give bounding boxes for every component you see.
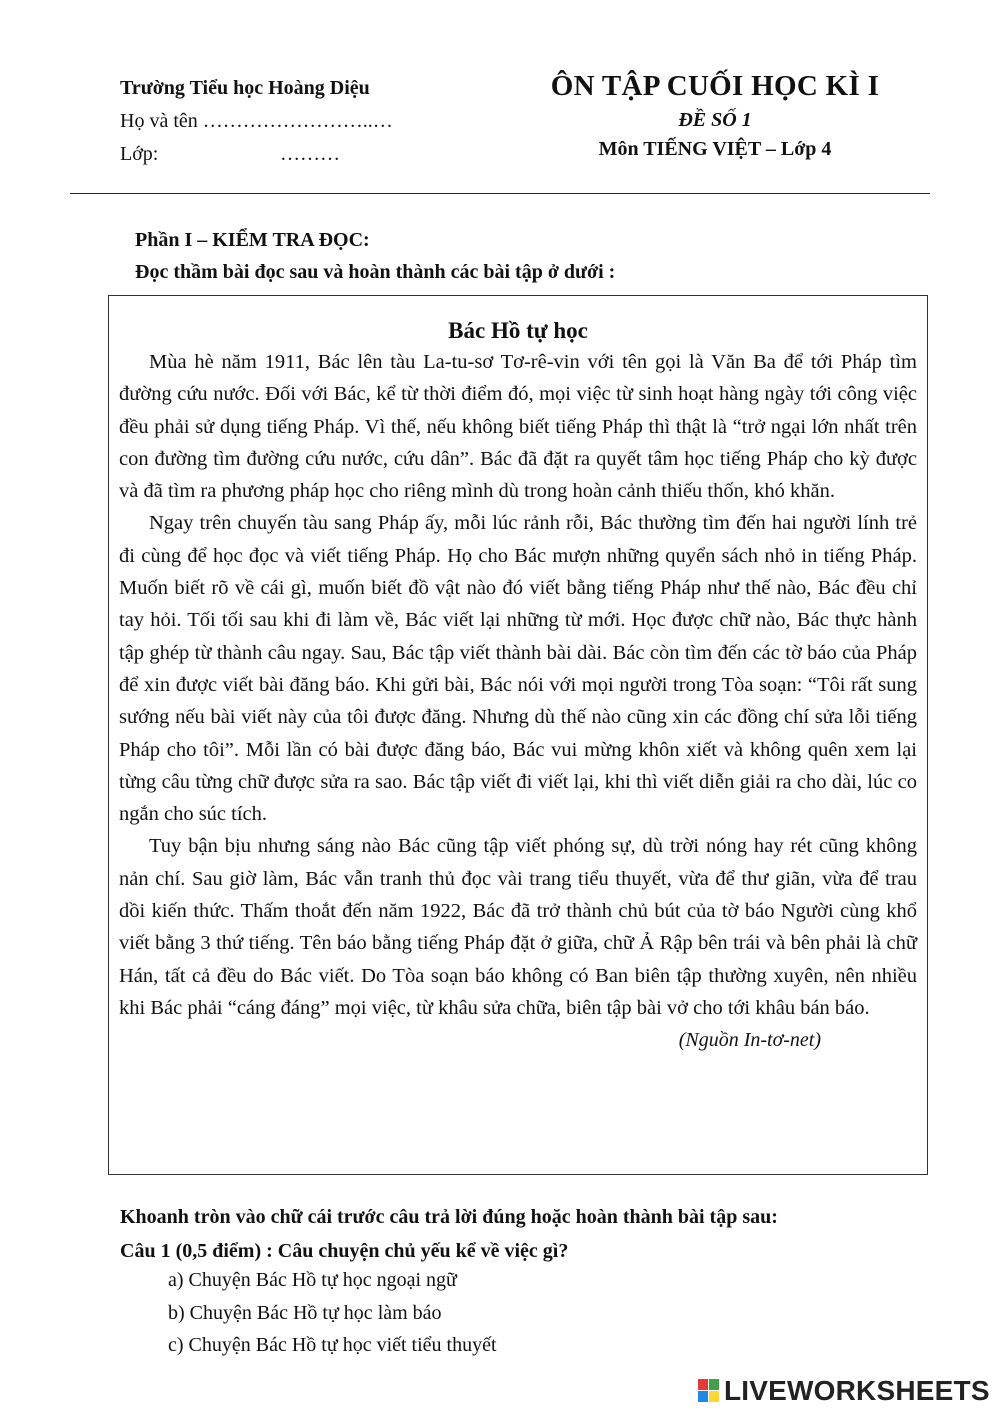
liveworksheets-logo[interactable] (698, 1375, 990, 1407)
exercise-instruction: Khoanh tròn vào chữ cái trước câu trả lời đúng hoặc hoàn thành bài tập sau: (120, 1206, 778, 1228)
exam-number: ĐỀ SỐ 1 (678, 109, 752, 131)
question-1-options (168, 1264, 497, 1362)
class-label: Lớp: (120, 143, 159, 165)
part-heading: Phần I – KIỂM TRA ĐỌC: (135, 229, 370, 251)
passage-paragraph-3: Tuy bận bịu nhưng sáng nào Bác cũng tập viết phóng sự, dù trời nóng hay rét cũng không nản chí. Sau giờ làm, Bác vẫn tranh thủ đọc vài trang tiểu thuyết, vừa để thư giãn, vừa để trau dồi kiến thức. Thấm thoắt đến năm 1922, Bác đã trở thành chủ bút của tờ báo Người cùng khổ viết bằng 3 thứ tiếng. Tên báo bằng tiếng Pháp đặt ở giữa, chữ Ả Rập bên trái và bên phải là chữ Hán, tất cả đều do Bác viết. Do Tòa soạn báo không có Ban biên tập thường xuyên, nên nhiều khi Bác phải “cáng đáng” mọi việc, từ khâu sửa chữa, biên tập bài vở cho tới khâu bán báo. (119, 835, 917, 1019)
passage-source: (Nguồn In-tơ-net) (678, 1029, 821, 1052)
option-b[interactable]: b) Chuyện Bác Hồ tự học làm báo (168, 1301, 442, 1324)
part-heading-block (135, 224, 615, 288)
option-a[interactable]: a) Chuyện Bác Hồ tự học ngoại ngữ (168, 1269, 457, 1291)
part-instruction: Đọc thầm bài đọc sau và hoàn thành các bài tập ở dưới : (135, 261, 616, 283)
logo-text: LIVEWORKSHEETS (724, 1375, 990, 1406)
liveworksheets-icon (698, 1379, 720, 1403)
class-dots: ……… (280, 143, 340, 165)
question-instructions (120, 1200, 778, 1268)
exam-header (530, 70, 900, 161)
option-c[interactable]: c) Chuyện Bác Hồ tự học viết tiểu thuyết (168, 1334, 497, 1356)
header-divider (70, 193, 930, 194)
passage-paragraph-1: Mùa hè năm 1911, Bác lên tàu La-tu-sơ Tơ-rê-vin với tên gọi là Văn Ba để tới Pháp tìm đường cứu nước. Đối với Bác, kể từ thời điểm đó, mọi việc từ sinh hoạt hàng ngày tới công việc đều phải sử dụng tiếng Pháp. Vì thế, nếu không biết tiếng Pháp thì thật là “trở ngại lớn nhất trên con đường tìm đường cứu nước, cứu dân”. Bác đã đặt ra quyết tâm học tiếng Pháp cho kỳ được và đã tìm ra phương pháp học cho riêng mình dù trong hoàn cảnh thiếu thốn, khó khăn. (119, 351, 917, 503)
student-name-line[interactable] (120, 105, 393, 138)
exam-subject: Môn TIẾNG VIỆT – Lớp 4 (598, 138, 832, 160)
passage-paragraph-2: Ngay trên chuyến tàu sang Pháp ấy, mỗi lúc rảnh rỗi, Bác thường tìm đến hai người lính trẻ đi cùng để học đọc và viết tiếng Pháp. Họ cho Bác mượn những quyển sách nhỏ in tiếng Pháp. Muốn biết rõ về cái gì, muốn biết đồ vật nào đó viết bằng tiếng Pháp như thế nào, Bác đều chỉ tay hỏi. Tối tối sau khi đi làm về, Bác viết lại những từ mới. Học được chữ nào, Bác thực hành tập ghép từ thành câu ngay. Sau, Bác tập viết thành bài dài. Bác còn tìm đến các tờ báo của Pháp để xin được viết bài đăng báo. Khi gửi bài, Bác nói với mọi người trong Tòa soạn: “Tôi rất sung sướng nếu bài viết này của tôi được đăng. Nhưng dù thế nào cũng xin các đồng chí sửa lỗi tiếng Pháp cho tôi”. Mỗi lần có bài được đăng báo, Bác vui mừng khôn xiết và không quên xem lại từng câu từng chữ được sửa ra sao. Bác tập viết đi viết lại, khi thì viết diễn giải ra cho dài, lúc co ngắn cho súc tích. (119, 512, 917, 826)
name-label: Họ và tên ……………………..… (120, 110, 393, 132)
passage-title: Bác Hồ tự học (448, 318, 588, 343)
class-line[interactable] (120, 138, 393, 171)
school-name: Trường Tiểu học Hoàng Diệu (120, 77, 370, 99)
reading-passage (108, 295, 928, 1175)
exam-title: ÔN TẬP CUỐI HỌC KÌ I (550, 70, 880, 102)
student-info (120, 72, 393, 171)
question-1: Câu 1 (0,5 điểm) : Câu chuyện chủ yếu kể về việc gì? (120, 1240, 569, 1262)
